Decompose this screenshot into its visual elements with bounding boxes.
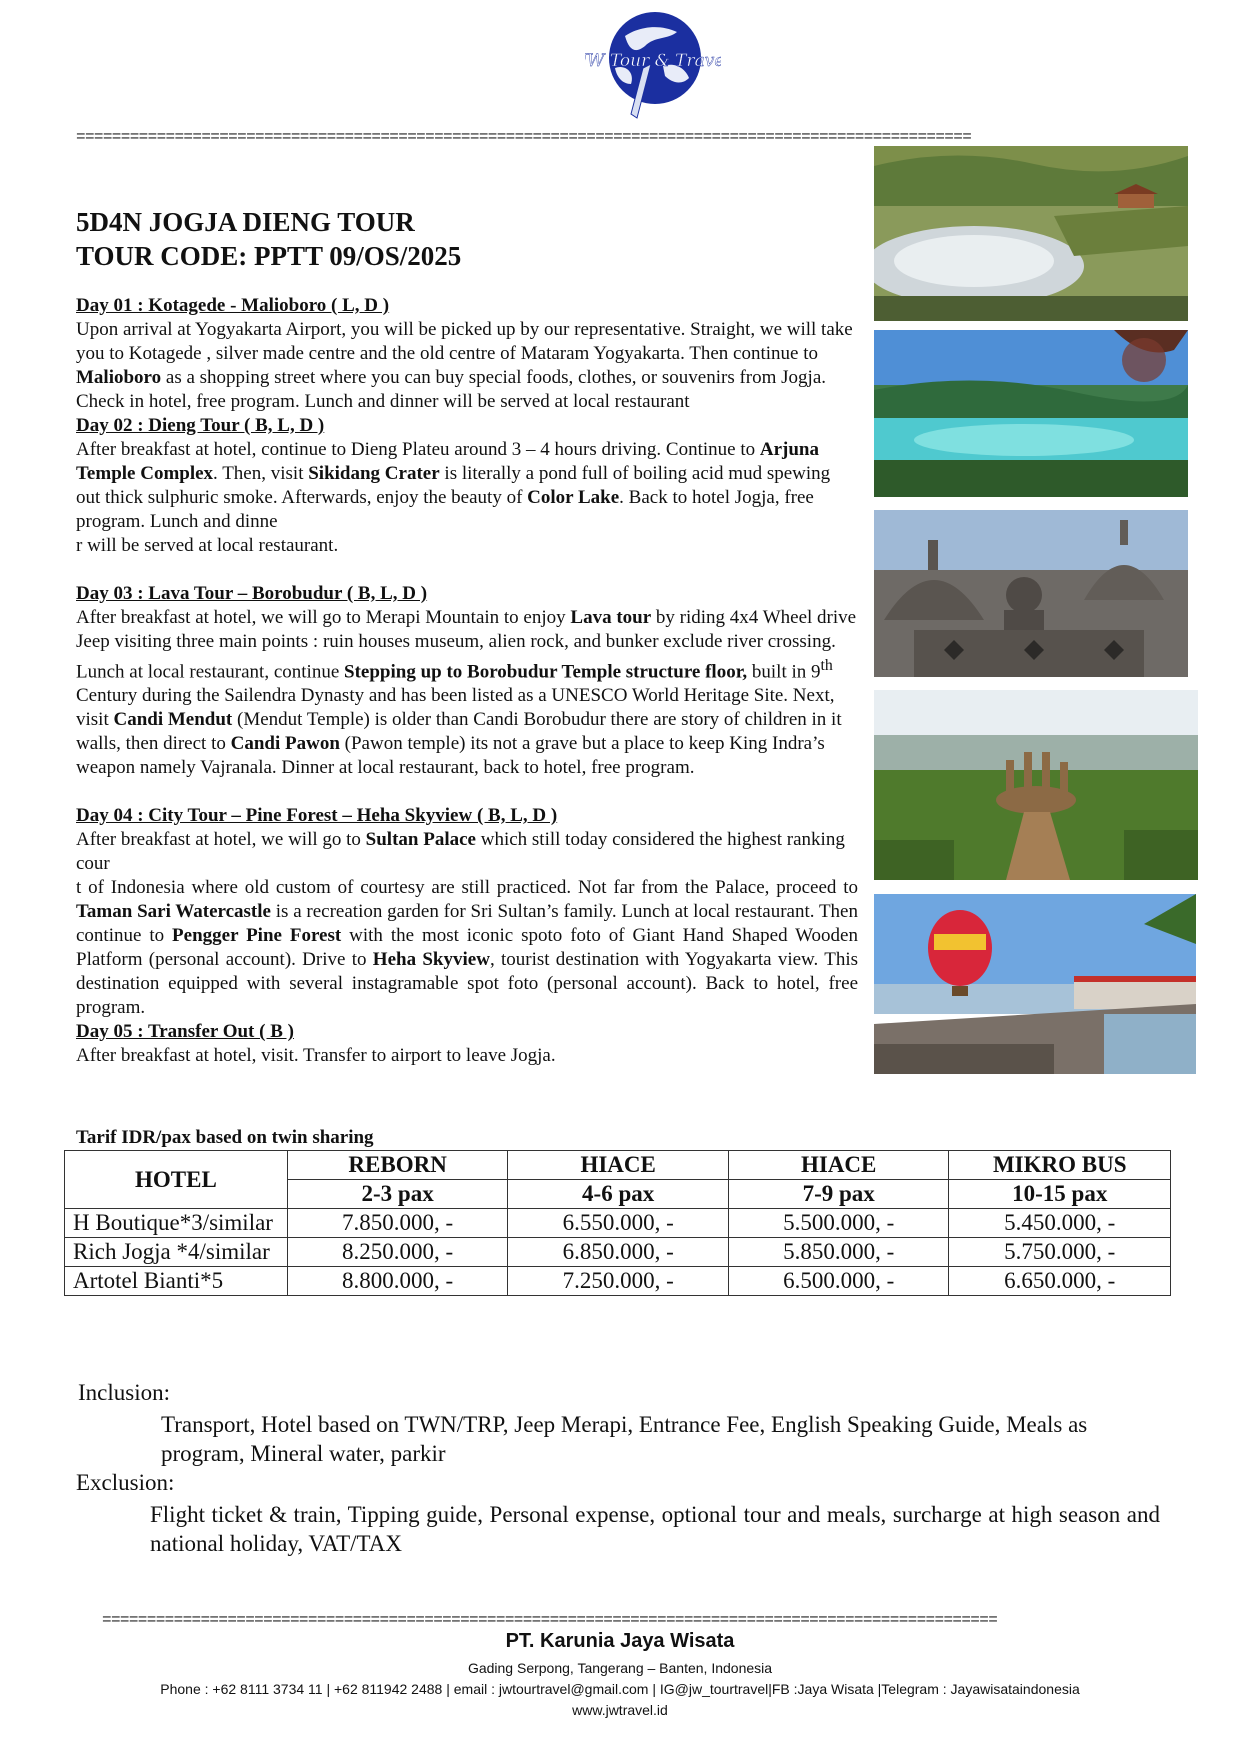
day-2-bold-arjuna: Arjuna Temple Complex	[76, 439, 819, 484]
price-cell: 5.850.000, -	[728, 1238, 949, 1267]
price-cell: 6.550.000, -	[508, 1209, 729, 1238]
day-3-title: Day 03 : Lava Tour – Borobudur ( B, L, D )	[76, 583, 428, 604]
table-row	[65, 1209, 1171, 1238]
svg-text:JW Tour & Travel: JW Tour & Travel	[585, 51, 721, 71]
day-4-title: Day 04 : City Tour – Pine Forest – Heha Skyview ( B, L, D )	[76, 805, 558, 827]
day-1-title: Day 01 : Kotagede - Malioboro ( L, D )	[76, 295, 390, 316]
day-3-bold-mendut: Candi Mendut	[113, 709, 233, 731]
inclusion-text: Transport, Hotel based on TWN/TRP, Jeep Merapi, Entrance Fee, English Speaking Guide, Meals as program, Mineral water, parkir	[161, 1412, 1088, 1466]
top-divider: ====================================================================================================	[76, 128, 972, 146]
itinerary	[76, 294, 858, 1068]
day-4-bold-pengger: Pengger Pine Forest	[172, 925, 342, 947]
day-3-text-6: (Pawon temple) its not a grave but a place to keep King Indra’s weapon namely Vajranala. Dinner at local restaurant, back to hotel, free program.	[76, 733, 825, 779]
price-cell: 6.500.000, -	[728, 1267, 949, 1296]
day-2-title: Day 02 : Dieng Tour ( B, L, D )	[76, 415, 325, 436]
vehicle-header: HIACE	[508, 1151, 729, 1180]
day-5-title: Day 05 : Transfer Out ( B )	[76, 1021, 294, 1043]
day-3-text-2: by riding 4x4 Wheel drive Jeep visiting three main points : ruin houses museum, alien rock, and bunker exclude river crossing. Lunch at local restaurant, continue	[76, 607, 857, 683]
day-5-text: After breakfast at hotel, visit. Transfer to airport to leave Jogja.	[76, 1045, 556, 1067]
tour-title	[76, 205, 461, 273]
contact-info: Phone : +62 8111 3734 11 | +62 811942 2488 | email : jwtourtravel@gmail.com | IG@jw_tourtravel|FB :Jaya Wisata |Telegram : Jayawisataindonesia	[160, 1681, 1080, 1697]
day-4-text-2: which still today considered the highest ranking cour	[76, 829, 845, 875]
day-4-text: After breakfast at hotel, we will go to	[76, 829, 366, 851]
hotel-name: H Boutique*3/similar	[65, 1209, 288, 1238]
table-row	[65, 1238, 1171, 1267]
company-logo	[585, 6, 721, 126]
price-cell: 5.750.000, -	[949, 1238, 1171, 1267]
hotel-header: HOTEL	[65, 1151, 288, 1209]
photo-heha-skyview	[874, 894, 1196, 1074]
photo-borobudur-temple	[874, 510, 1188, 677]
exclusion-text: Flight ticket & train, Tipping guide, Personal expense, optional tour and meals, surcharge at high season and national holiday, VAT/TAX	[150, 1502, 1160, 1556]
bottom-divider: ====================================================================================================	[102, 1611, 998, 1629]
day-3	[76, 582, 858, 780]
day-3-sup: th	[820, 657, 833, 674]
hotel-name: Rich Jogja *4/similar	[65, 1238, 288, 1267]
vehicle-header: MIKRO BUS	[949, 1151, 1171, 1180]
day-3-text-3: built in 9	[747, 661, 821, 683]
photo-pine-forest-giant-hand	[874, 690, 1198, 880]
photo-sikidang-crater	[874, 146, 1188, 321]
price-cell: 6.650.000, -	[949, 1267, 1171, 1296]
day-2-text: After breakfast at hotel, continue to Dieng Plateu around 3 – 4 hours driving. Continue to	[76, 439, 760, 460]
day-2-text-4: . Back to hotel Jogja, free program. Lunch and dinne	[76, 487, 814, 532]
day-1	[76, 294, 858, 414]
day-3-bold-lava-tour: Lava tour	[570, 607, 652, 628]
price-cell: 6.850.000, -	[508, 1238, 729, 1267]
day-1-text: Upon arrival at Yogyakarta Airport, you will be picked up by our representative. Straight, we will take you to Kotagede , silver made centre and the old centre of Mataram Yogyakarta. Then continue to	[76, 319, 853, 364]
tour-name: 5D4N JOGJA DIENG TOUR	[76, 207, 415, 237]
day-1-text-end: as a shopping street where you can buy special foods, clothes, or souvenirs from Jogja. Check in hotel, free program. Lunch and dinner will be served at local restaurant	[76, 367, 826, 412]
pax-header: 7-9 pax	[728, 1180, 949, 1209]
price-cell: 5.500.000, -	[728, 1209, 949, 1238]
pax-header: 2-3 pax	[287, 1180, 508, 1209]
day-3-bold-pawon: Candi Pawon	[230, 733, 340, 755]
vehicle-header: REBORN	[287, 1151, 508, 1180]
day-4-bold-heha: Heha Skyview	[372, 949, 490, 971]
day-2-text-3: is literally a pond full of boiling acid mud spewing out thick sulphuric smoke. Afterwards, enjoy the beauty of	[76, 463, 831, 508]
photo-color-lake	[874, 330, 1188, 497]
table-header-row	[65, 1151, 1171, 1180]
inclusion-label: Inclusion:	[78, 1380, 170, 1405]
hotel-name: Artotel Bianti*5	[65, 1267, 288, 1296]
day-3-text: After breakfast at hotel, we will go to Merapi Mountain to enjoy	[76, 607, 571, 628]
vehicle-header: HIACE	[728, 1151, 949, 1180]
day-4-text-4: is a recreation garden for Sri Sultan’s family. Lunch at local restaurant. Then continue to	[76, 901, 858, 947]
day-1-bold-malioboro: Malioboro	[76, 367, 162, 388]
price-cell: 7.250.000, -	[508, 1267, 729, 1296]
day-2	[76, 414, 858, 558]
day-4	[76, 804, 858, 1020]
rates-table	[64, 1150, 1171, 1296]
pax-header: 10-15 pax	[949, 1180, 1171, 1209]
day-4-bold-sultan-palace: Sultan Palace	[365, 829, 476, 851]
day-2-text-2: . Then, visit	[213, 463, 309, 484]
day-4-text-5: with the most iconic spoto foto of Giant Hand Shaped Wooden Platform (personal account). Drive to	[76, 925, 858, 971]
day-2-text-5: r will be served at local restaurant.	[76, 535, 339, 556]
day-4-text-6: , tourist destination with Yogyakarta view. This destination equipped with several instagramable spot foto (personal account). Back to hotel, free program.	[76, 949, 858, 1019]
day-2-bold-sikidang: Sikidang Crater	[308, 463, 440, 484]
day-5	[76, 1020, 858, 1068]
exclusion-label: Exclusion:	[76, 1470, 175, 1495]
company-name: PT. Karunia Jaya Wisata	[505, 1630, 735, 1652]
day-3-text-5: (Mendut Temple) is older than Candi Borobudur there are story of children in it walls, then direct to	[76, 709, 842, 755]
day-3-text-4: Century during the Sailendra Dynasty and has been listed as a UNESCO World Heritage Site. Next, visit	[76, 685, 835, 731]
price-cell: 5.450.000, -	[949, 1209, 1171, 1238]
company-address: Gading Serpong, Tangerang – Banten, Indonesia	[467, 1660, 773, 1676]
day-3-bold-borobudur: Stepping up to Borobudur Temple structure floor,	[344, 661, 748, 683]
day-2-bold-color-lake: Color Lake	[527, 487, 620, 508]
price-cell: 8.250.000, -	[287, 1238, 508, 1267]
tour-code: TOUR CODE: PPTT 09/OS/2025	[76, 241, 462, 271]
price-cell: 7.850.000, -	[287, 1209, 508, 1238]
day-4-bold-taman-sari: Taman Sari Watercastle	[76, 901, 271, 923]
price-cell: 8.800.000, -	[287, 1267, 508, 1296]
tarif-caption: Tarif IDR/pax based on twin sharing	[76, 1127, 374, 1148]
table-row	[65, 1267, 1171, 1296]
pax-header: 4-6 pax	[508, 1180, 729, 1209]
day-4-text-3: t of Indonesia where old custom of courtesy are still practiced. Not far from the Palace, proceed to	[76, 877, 858, 899]
website-link[interactable]: www.jwtravel.id	[572, 1702, 668, 1718]
